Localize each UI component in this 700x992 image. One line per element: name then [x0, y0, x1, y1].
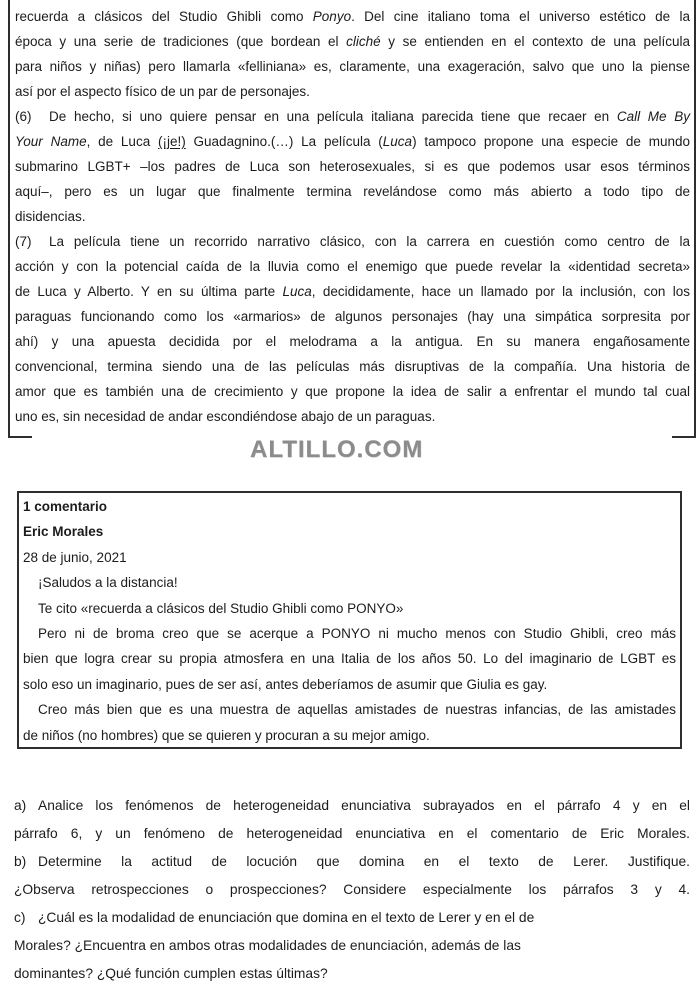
questions-section — [14, 792, 690, 988]
question-label: b) — [14, 854, 27, 869]
question-label: a) — [14, 798, 27, 813]
text-run: ¿Observa retrospecciones o prospecciones? Considere especialmente los párrafos 3 y 4. — [14, 882, 690, 897]
text-run: , de Luca — [86, 134, 158, 149]
question-label: c) — [14, 910, 26, 925]
text-run: ¡Saludos a la distancia! — [38, 575, 178, 591]
text-run: de Luca y Alberto. Y en su última parte — [15, 284, 283, 299]
article-lines — [10, 0, 694, 429]
paragraph-number: (6) — [15, 109, 32, 124]
text-run: dominantes? ¿Qué función cumplen estas últimas? — [14, 966, 328, 981]
text-run: Ponyo — [312, 9, 352, 24]
text-run: ¿Cuál es la modalidad de enunciación que domina en el texto de Lerer y en el de — [38, 910, 535, 925]
text-run: submarino LGBT+ –los padres de Luca son heterosexuales, si es que podemos usar esos términos — [15, 159, 690, 174]
text-run: disidencias. — [15, 209, 86, 224]
article-text-line — [15, 229, 690, 254]
article-text-line — [15, 4, 690, 29]
article-text-line — [15, 129, 690, 154]
text-run: para niños y niñas) pero llamarla «felliniana» es, claramente, una exageración, salvo que uno la piense — [15, 59, 690, 74]
comment-text-line — [23, 723, 676, 748]
text-run: párrafo 6, y un fenómeno de heterogeneidad enunciativa en el comentario de Eric Morales. — [14, 826, 690, 841]
article-text-line — [15, 379, 690, 404]
comment-text-line — [23, 596, 676, 621]
text-run: , decididamente, hace un llamado por la inclusión, con los — [311, 284, 690, 299]
question-text-line — [14, 792, 690, 820]
text-run: época y una serie de tradiciones (que bordean el — [15, 34, 347, 49]
question-text-line — [14, 960, 690, 988]
comment-text-line — [23, 646, 676, 671]
article-text-line — [15, 54, 690, 79]
text-run: bien que logra crear su propia atmosfera en una Italia de los años 50. Lo del imaginario de LGBT es — [23, 651, 676, 667]
article-text-line — [15, 179, 690, 204]
comment-count-label: 1 comentario — [23, 499, 108, 514]
text-run: acción y con la potencial caída de la lluvia como el enemigo que puede revelar la «identidad secreta» — [15, 259, 690, 274]
text-run: Analice los fenómenos de heterogeneidad enunciativa subrayados en el párrafo 4 y en el — [38, 798, 690, 813]
text-run: Te cito «recuerda a clásicos del Studio Ghibli como PONYO» — [38, 600, 404, 616]
article-text-line — [15, 104, 690, 129]
question-text-line — [14, 932, 690, 960]
text-run: Luca — [282, 284, 312, 299]
comment-body — [23, 570, 676, 748]
text-run: (¡je!) — [158, 134, 186, 149]
comment-box — [17, 491, 682, 749]
comment-date: 28 de junio, 2021 — [23, 549, 127, 565]
comment-text-line — [23, 672, 676, 697]
text-run: aquí–, pero es un lugar que finalmente termina revelándose como más abierto a todo tipo de — [15, 184, 690, 199]
text-run: ahí) y una apuesta decidida por el melodrama a la antigua. En su manera engañosamente — [15, 334, 690, 349]
article-text-line — [15, 404, 690, 429]
text-run: Pero ni de broma creo que se acerque a PONYO ni mucho menos con Studio Ghibli, creo más — [38, 626, 676, 642]
paragraph-number: (7) — [15, 234, 32, 249]
article-text-line — [15, 354, 690, 379]
text-run: de niños (no hombres) que se quieren y procuran a su mejor amigo. — [23, 727, 430, 743]
box-bottom-left-corner — [8, 436, 32, 438]
box-bottom-right-corner — [672, 436, 696, 438]
text-run: Luca — [382, 134, 413, 149]
text-run: paraguas funcionando como los «armarios» de algunos personajes (hay una simpática sorpresita por — [15, 309, 690, 324]
text-run: Guadagnino.(…) La película ( — [185, 134, 383, 149]
text-run: La película tiene un recorrido narrativo clásico, con la carrera en cuestión como centro de la — [49, 234, 690, 249]
article-text-line — [15, 29, 690, 54]
text-run: Morales? ¿Encuentra en ambos otras modalidades de enunciación, además de las — [14, 938, 521, 953]
text-run: recuerda a clásicos del Studio Ghibli como — [15, 9, 313, 24]
article-text-line — [15, 154, 690, 179]
question-text-line — [14, 876, 690, 904]
article-text-line — [15, 304, 690, 329]
text-run: Call Me By — [616, 109, 690, 124]
text-run: De hecho, si uno quiere pensar en una película italiana parecida tiene que recaer en — [49, 109, 617, 124]
question-text-line — [14, 820, 690, 848]
text-run: así por el aspecto físico de un par de personajes. — [15, 84, 310, 99]
article-text-line — [15, 329, 690, 354]
comment-text-line — [23, 570, 676, 595]
text-run: amor que es también una de crecimiento y que propone la idea de salir a enfrentar el mundo tal cual — [15, 384, 690, 399]
article-text-line — [15, 204, 690, 229]
text-run: ) tampoco propone una especie de mundo — [412, 134, 690, 149]
question-text-line — [14, 848, 690, 876]
article-text-line — [15, 254, 690, 279]
text-run: uno es, sin necesidad de andar escondiéndose abajo de un paraguas. — [15, 409, 436, 424]
text-run: Determine la actitud de locución que domina en el texto de Lerer. Justifique. — [38, 854, 690, 869]
comment-text-line — [23, 621, 676, 646]
comment-text-line — [23, 697, 676, 722]
comment-author: Eric Morales — [23, 524, 104, 540]
text-run: Creo más bien que es una muestra de aquellas amistades de nuestras infancias, de las amistades — [38, 702, 676, 718]
text-run: solo eso un imaginario, pues de ser así, antes deberíamos de asumir que Giulia es gay. — [23, 676, 548, 692]
text-run: . Del cine italiano toma el universo estético de la — [351, 9, 691, 24]
text-run: y se entienden en el contexto de una película — [380, 34, 691, 49]
question-text-line — [14, 904, 690, 932]
article-text-line — [15, 279, 690, 304]
text-run: convencional, termina siendo una de las películas más disruptivas de la compañía. Una historia de — [15, 359, 690, 374]
text-run: Your Name — [15, 134, 87, 149]
altillo-watermark: ALTILLO.COM — [250, 436, 424, 463]
article-text-line — [15, 79, 690, 104]
article-text-box — [8, 0, 696, 438]
text-run: cliché — [346, 34, 381, 49]
